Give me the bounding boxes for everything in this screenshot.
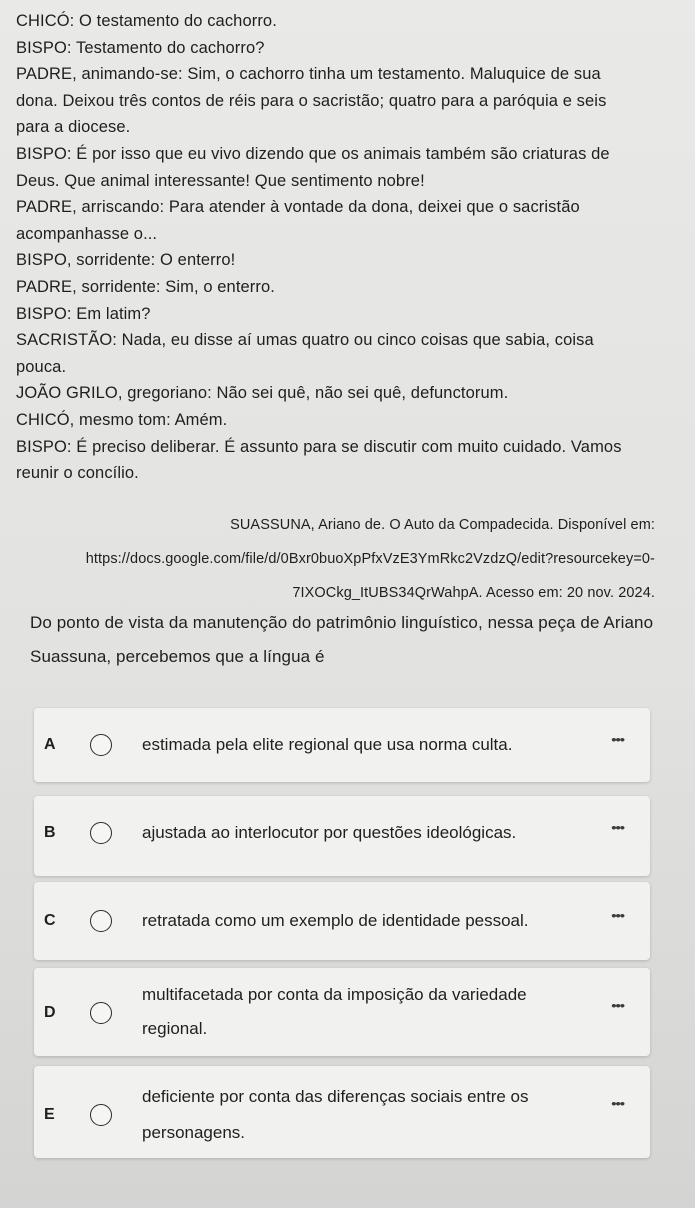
script-line: Deus. Que animal interessante! Que sentimento nobre! <box>16 171 425 190</box>
citation-line: SUASSUNA, Ariano de. O Auto da Compadecida. Disponível em: <box>230 517 655 533</box>
script-line: BISPO: É preciso deliberar. É assunto para se discutir com muito cuidado. Vamos <box>16 437 622 456</box>
option-letter: A <box>44 736 56 753</box>
script-line: para a diocese. <box>16 118 131 137</box>
question-prompt <box>30 606 670 674</box>
radio-button[interactable] <box>90 734 112 756</box>
script-line: PADRE, animando-se: Sim, o cachorro tinha um testamento. Maluquice de sua <box>16 65 601 84</box>
option-letter: D <box>44 1004 56 1021</box>
citation-line: 7IXOCkg_ItUBS34QrWahpA. Acesso em: 20 nov. 2024. <box>292 585 655 601</box>
option-text: estimada pela elite regional que usa norma culta. <box>142 735 513 754</box>
more-options-icon[interactable]: ••• <box>611 821 624 836</box>
citation-link: https://docs.google.com/file/d/0Bxr0buoXpPfxVzE3YmRkc2VzdzQ/edit?resourcekey=0- <box>85 551 655 567</box>
option-letter: C <box>44 912 56 929</box>
script-line: BISPO, sorridente: O enterro! <box>16 251 236 270</box>
script-line: CHICÓ: O testamento do cachorro. <box>16 12 277 30</box>
script-line: pouca. <box>16 357 67 376</box>
more-options-icon[interactable]: ••• <box>611 909 624 924</box>
source-citation <box>86 508 655 610</box>
option-text: personagens. <box>142 1123 246 1142</box>
more-options-icon[interactable]: ••• <box>611 999 624 1014</box>
script-line: JOÃO GRILO, gregoriano: Não sei quê, não sei quê, defunctorum. <box>16 384 509 403</box>
option-text: deficiente por conta das diferenças sociais entre os <box>142 1087 529 1106</box>
answer-option-d[interactable] <box>34 968 650 1056</box>
answer-option-c[interactable] <box>34 882 650 960</box>
answer-option-b[interactable] <box>34 796 650 876</box>
script-line: dona. Deixou três contos de réis para o sacristão; quatro para a paróquia e seis <box>16 91 607 110</box>
script-line: PADRE, arriscando: Para atender à vontade da dona, deixei que o sacristão <box>16 198 580 217</box>
question-line: Do ponto de vista da manutenção do patrimônio linguístico, nessa peça de Ariano <box>30 613 654 632</box>
script-line: SACRISTÃO: Nada, eu disse aí umas quatro ou cinco coisas que sabia, coisa <box>16 331 594 350</box>
answer-option-a[interactable] <box>34 708 650 782</box>
more-options-icon[interactable]: ••• <box>611 1097 624 1112</box>
script-line: BISPO: É por isso que eu vivo dizendo que os animais também são criaturas de <box>16 144 610 163</box>
radio-button[interactable] <box>90 1104 112 1126</box>
radio-button[interactable] <box>90 822 112 844</box>
question-line: Suassuna, percebemos que a língua é <box>30 647 325 666</box>
script-line: BISPO: Em latim? <box>16 304 151 323</box>
option-text: ajustada ao interlocutor por questões ideológicas. <box>142 823 517 842</box>
more-options-icon[interactable]: ••• <box>611 733 624 748</box>
option-letter: B <box>44 824 56 841</box>
script-line: reunir o concílio. <box>16 464 139 483</box>
script-line: BISPO: Testamento do cachorro? <box>16 38 265 57</box>
option-text: regional. <box>142 1019 208 1038</box>
option-text: multifacetada por conta da imposição da variedade <box>142 985 527 1004</box>
script-line: PADRE, sorridente: Sim, o enterro. <box>16 277 275 296</box>
answer-option-e[interactable] <box>34 1066 650 1158</box>
radio-button[interactable] <box>90 910 112 932</box>
option-letter: E <box>44 1106 55 1123</box>
script-line: acompanhasse o... <box>16 224 158 243</box>
play-excerpt <box>16 8 686 487</box>
radio-button[interactable] <box>90 1002 112 1024</box>
script-line: CHICÓ, mesmo tom: Amém. <box>16 410 228 429</box>
option-text: retratada como um exemplo de identidade pessoal. <box>142 911 529 930</box>
